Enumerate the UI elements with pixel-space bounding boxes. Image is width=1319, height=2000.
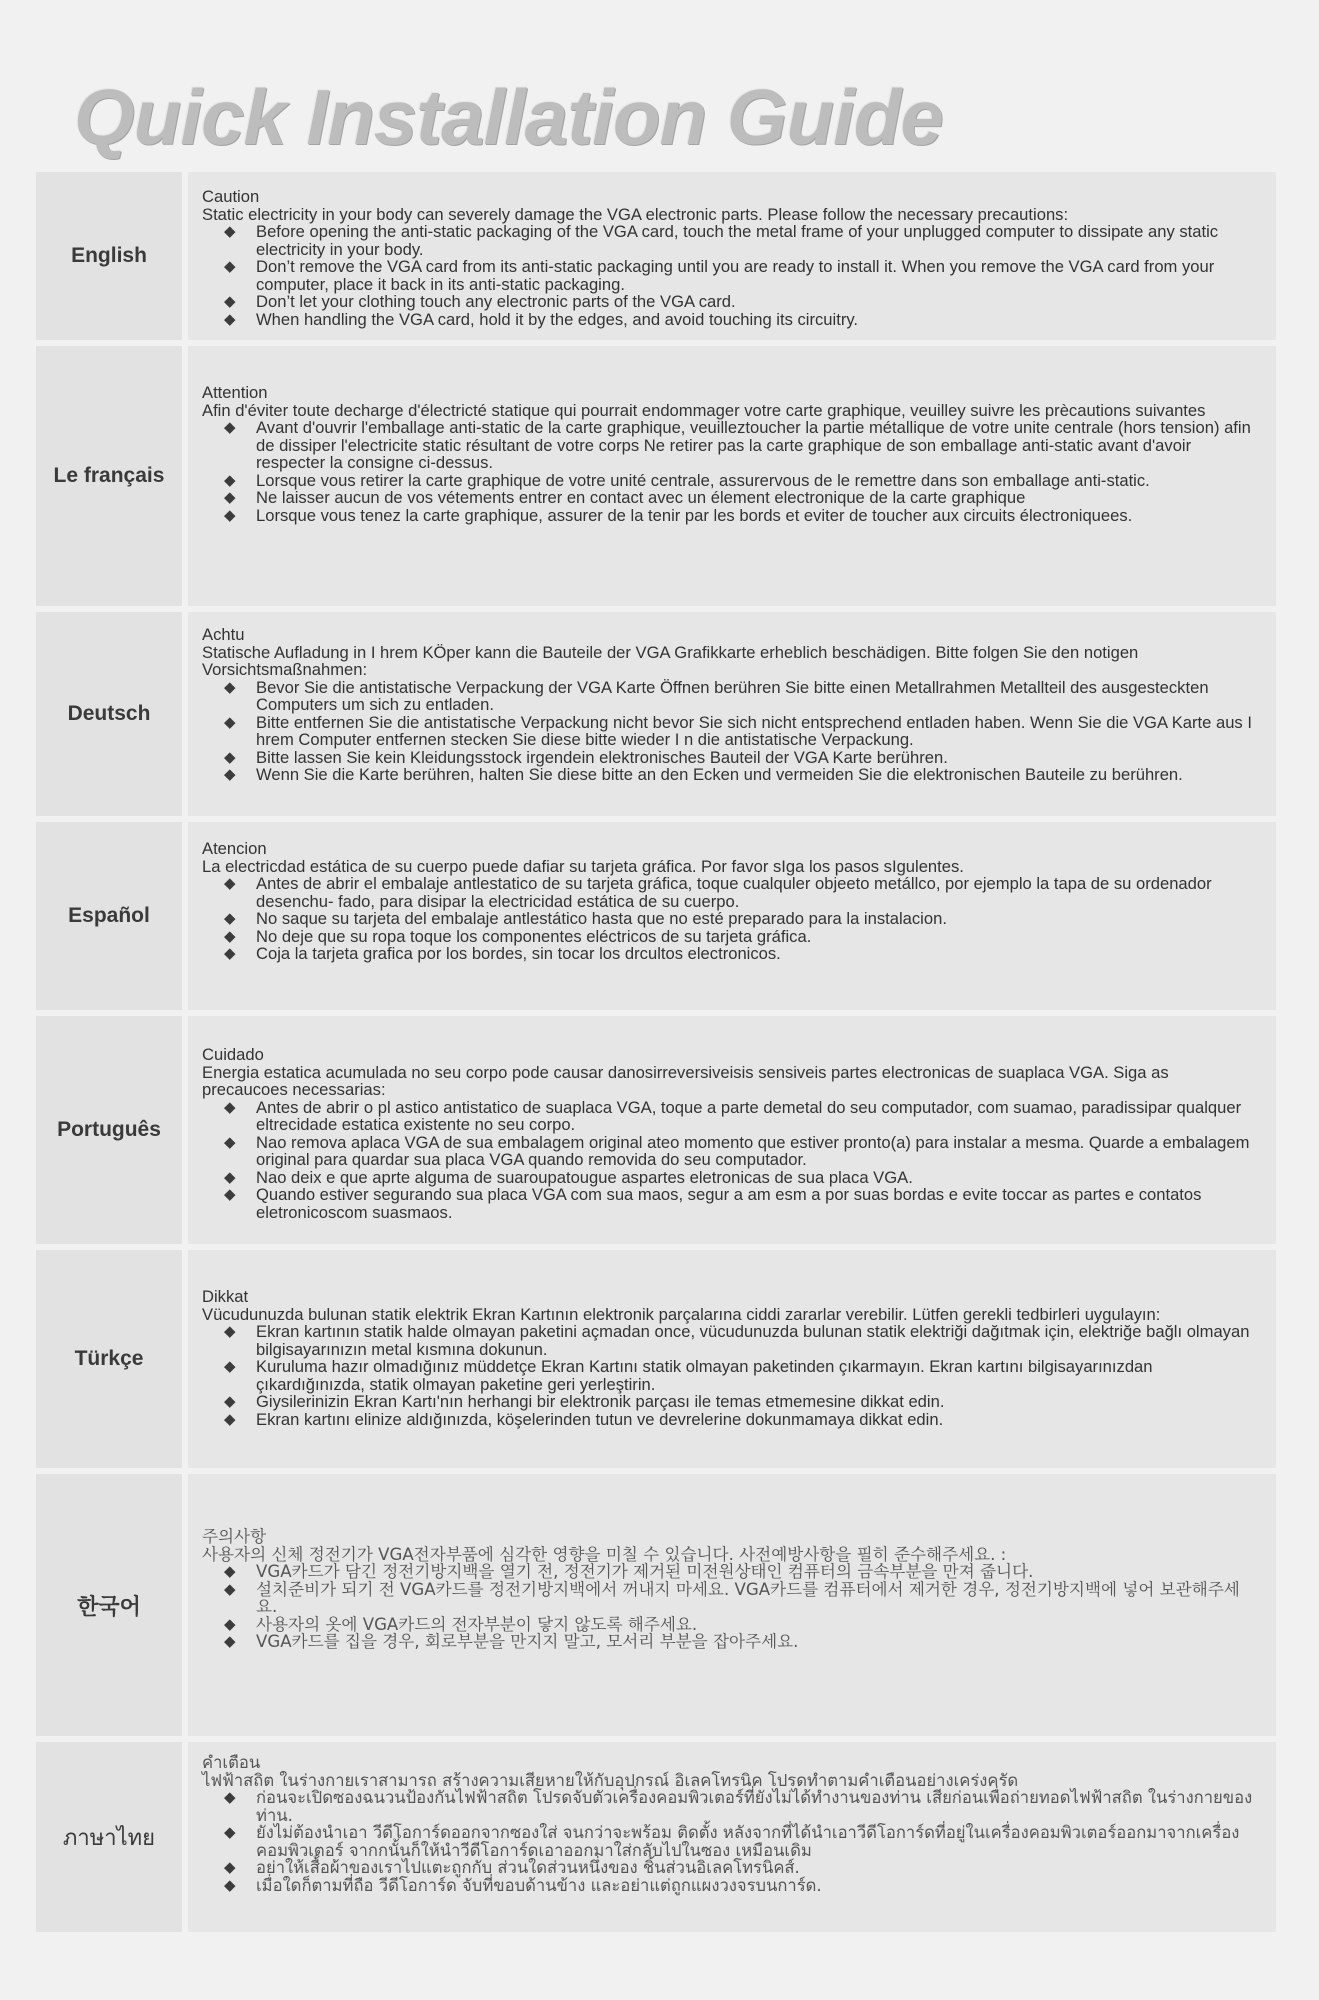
list-item: ◆ Avant d'ouvrir l'emballage anti-static de la carte graphique, veuilleztoucher la partie métallique de votre unite centrale (hors tension) afin de dissiper l'electricite static résultant de votre corps Ne retirer pas la carte graphique de son emballage anti-static avant d'avoir respecter la consigne ci-dessus.	[224, 418, 1251, 472]
section-intro: Statische Aufladung in I hrem KÖper kann die Bauteile der VGA Grafikkarte erheblich beschädigen. Bitte folgen Sie den notigen Vorsichtsmaßnahmen:	[202, 642, 1139, 679]
list-item: ◆ Before opening the anti-static packaging of the VGA card, touch the metal frame of your unplugged computer to dissipate any static electricity in your body.	[224, 222, 1219, 259]
diamond-bullet-icon: ◆	[224, 1186, 236, 1203]
list-item: ◆ อย่าให้เสื้อผ้าของเราไปแตะถูกกับ ส่วนใดส่วนหนึ่งของ ชิ้นส่วนอิเลคโทรนิคส์.	[224, 1858, 800, 1877]
list-item: ◆ No saque su tarjeta del embalaje antlestático hasta que no esté preparado para la instalacion.	[224, 909, 947, 928]
diamond-bullet-icon: ◆	[224, 1410, 236, 1428]
section-content	[188, 346, 1276, 606]
list-item: ◆ No deje que su ropa toque los componentes eléctricos de su tarjeta gráfica.	[224, 926, 812, 946]
diamond-bullet-icon: ◆	[224, 1579, 236, 1598]
section-intro: Vücudunuzda bulunan statik elektrik Ekran Kartının elektronik parçalarına ciddi zararlar verebilir. Lütfen gerekli tedbirleri uygulayın:	[202, 1304, 1161, 1324]
list-item: ◆ ก่อนจะเปิดซองฉนวนป้องกันไฟฟ้าสถิต โปรดจับตัวเครื่องคอมพิวเตอร์ที่ยังไม่ได้ทำงานของท่าน เสียก่อนเพื่อถ่ายทอดไฟฟ้าสถิต ในร่างกายของท่าน.	[224, 1788, 1253, 1825]
section-heading: Attention	[202, 383, 268, 402]
language-label: Português	[36, 1016, 182, 1244]
diamond-bullet-icon: ◆	[224, 310, 236, 328]
section-content	[188, 1742, 1276, 1932]
list-item: ◆ Don’t remove the VGA card from its anti-static packaging until you are ready to install it. When you remove the VGA card from your computer, place it back in its anti-static packaging.	[224, 257, 1215, 294]
section-intro: Energia estatica acumulada no seu corpo pode causar danosirreversiveisis sensiveis partes electronicas de suaplaca VGA. Siga as precaucoes necessarias:	[202, 1062, 1169, 1099]
bullet-list	[202, 1563, 1258, 1651]
diamond-bullet-icon: ◆	[224, 1632, 236, 1650]
diamond-bullet-icon: ◆	[224, 1823, 236, 1841]
list-item: ◆ Bitte lassen Sie kein Kleidungsstock irgendein elektronisches Bauteil der VGA Karte berühren.	[224, 747, 948, 767]
list-item: ◆ Antes de abrir el embalaje antlestatico de su tarjeta gráfica, toque cualquler objeeto metállco, por ejemplo la tapa de su ordenador desenchu- fado, para disipar la electricidad estática de su cuerpo.	[224, 874, 1212, 911]
section-content	[188, 172, 1276, 340]
list-item: ◆ Lorsque vous tenez la carte graphique, assurer de la tenir par les bords et eviter de toucher aux circuits électroniquees.	[224, 505, 1133, 525]
diamond-bullet-icon: ◆	[224, 945, 236, 962]
bullet-list	[202, 679, 1258, 784]
section-korean	[36, 1474, 1276, 1736]
section-heading: Cuidado	[202, 1045, 264, 1064]
section-content	[188, 822, 1276, 1010]
diamond-bullet-icon: ◆	[224, 293, 236, 310]
list-item: ◆ Lorsque vous retirer la carte graphique de votre unité centrale, assurervous de le remettre dans son emballage anti-static.	[224, 470, 1150, 490]
list-item: ◆ Antes de abrir o pl astico antistatico de suaplaca VGA, toque a parte demetal do seu computador, com suamao, paradissipar qualquer eltrecidade estatica existente no seu corpo.	[224, 1097, 1242, 1134]
list-item: ◆ VGA카드가 담긴 정전기방지백을 열기 전, 정전기가 제거된 미전원상태인 컴퓨터의 금속부분을 만져 줍니다.	[224, 1562, 1034, 1581]
diamond-bullet-icon: ◆	[224, 1358, 236, 1375]
list-item: ◆ เมื่อใดก็ตามที่ถือ วีดีโอการ์ด จับที่ขอบด้านข้าง และอย่าแต่ถูกแผงวงจรบนการ์ด.	[224, 1875, 822, 1895]
section-heading: คำเตือน	[202, 1753, 261, 1772]
language-label: Español	[36, 822, 182, 1010]
section-german	[36, 612, 1276, 816]
diamond-bullet-icon: ◆	[224, 223, 236, 240]
section-intro: ไฟฟ้าสถิต ในร่างกายเราสามารถ สร้างความเสียหายให้กับอุปกรณ์ อิเลคโทรนิค โปรดทำตามคำเตือนอย่างเคร่งครัด	[202, 1770, 1019, 1790]
list-item: ◆ Giysilerinizin Ekran Kartı'nın herhangi bir elektronik parçası ile temas etmemesine dikkat edin.	[224, 1392, 945, 1411]
diamond-bullet-icon: ◆	[224, 419, 236, 436]
diamond-bullet-icon: ◆	[224, 1168, 236, 1186]
diamond-bullet-icon: ◆	[224, 1614, 236, 1633]
section-content	[188, 1250, 1276, 1468]
diamond-bullet-icon: ◆	[224, 713, 236, 731]
list-item: ◆ Bevor Sie die antistatische Verpackung der VGA Karte Öffnen berühren Sie bitte einen Metallrahmen Metallteil des ausgesteckten Computers um sich zu entladen.	[224, 677, 1209, 714]
diamond-bullet-icon: ◆	[224, 766, 236, 783]
list-item: ◆ Ne laisser aucun de vos vétements entrer en contact avec un élement electronique de la carte graphique	[224, 488, 1026, 507]
diamond-bullet-icon: ◆	[224, 875, 236, 892]
list-item: ◆ Don’t let your clothing touch any electronic parts of the VGA card.	[224, 292, 736, 311]
diamond-bullet-icon: ◆	[224, 748, 236, 766]
list-item: ◆ Nao deix e que aprte alguma de suaroupatougue aspartes eletronicas de sua placa VGA.	[224, 1167, 913, 1187]
section-intro: Static electricity in your body can severely damage the VGA electronic parts. Please follow the necessary precautions:	[202, 204, 1069, 224]
diamond-bullet-icon: ◆	[224, 910, 236, 927]
diamond-bullet-icon: ◆	[224, 489, 236, 506]
list-item: ◆ Nao remova aplaca VGA de sua embalagem original ateo momento que estiver pronto(a) para instalar a mesma. Quarde a embalagem original para quardar sua placa VGA quando removida do seu computador.	[224, 1132, 1250, 1169]
section-heading: 주의사항	[202, 1527, 267, 1546]
section-intro: 사용자의 신체 정전기가 VGA전자부품에 심각한 영향을 미칠 수 있습니다. 사전예방사항을 필히 준수해주세요. :	[202, 1544, 1007, 1564]
section-french	[36, 346, 1276, 606]
list-item: ◆ Bitte entfernen Sie die antistatische Verpackung nicht bevor Sie sich nicht entsprechend entladen haben. Wenn Sie die VGA Karte aus I hrem Computer entfernen stecken Sie diese bitte wieder I n die antistatische Verpackung.	[224, 712, 1252, 749]
diamond-bullet-icon: ◆	[224, 258, 236, 275]
language-label: 한국어	[36, 1474, 182, 1736]
diamond-bullet-icon: ◆	[224, 1133, 236, 1151]
language-label: Türkçe	[36, 1250, 182, 1468]
bullet-list	[202, 875, 1258, 963]
bullet-list	[202, 1789, 1258, 1894]
language-label: Le français	[36, 346, 182, 606]
diamond-bullet-icon: ◆	[224, 1098, 236, 1116]
bullet-list	[202, 1323, 1258, 1428]
list-item: ◆ Wenn Sie die Karte berühren, halten Sie diese bitte an den Ecken und vermeiden Sie die elektronischen Bauteile zu berühren.	[224, 765, 1183, 784]
list-item: ◆ Kuruluma hazır olmadığınız müddetçe Ekran Kartını statik olmayan paketinden çıkarmayın. Ekran kartını bilgisayarınızdan çıkardığınızda, statik olmayan paketine geri yerleştirin.	[224, 1357, 1153, 1394]
diamond-bullet-icon: ◆	[224, 506, 236, 524]
page-title: Quick Installation Guide	[74, 73, 943, 161]
section-spanish	[36, 822, 1276, 1010]
diamond-bullet-icon: ◆	[224, 1875, 236, 1894]
list-item: ◆ Ekran kartının statik halde olmayan paketini açmadan once, vücudunuzda bulunan statik elektriği dağıtmak için, elektriğe bağlı olmayan bilgisayarınızın metal kısmına dokunun.	[224, 1322, 1250, 1359]
section-portuguese	[36, 1016, 1276, 1244]
diamond-bullet-icon: ◆	[224, 471, 236, 489]
list-item: ◆ Quando estiver segurando sua placa VGA com sua maos, segur a am esm a por suas bordas e evite toccar as partes e contatos eletronicoscom suasmaos.	[224, 1185, 1202, 1222]
section-heading: Achtu	[202, 625, 245, 644]
diamond-bullet-icon: ◆	[224, 1393, 236, 1410]
section-heading: Dikkat	[202, 1287, 249, 1306]
section-english	[36, 172, 1276, 340]
list-item: ◆ 설치준비가 되기 전 VGA카드를 정전기방지백에서 꺼내지 마세요. VGA카드를 컴퓨터에서 제거한 경우, 정전기방지백에 넣어 보관해주세요.	[224, 1579, 1240, 1616]
language-label: English	[36, 172, 182, 340]
section-turkish	[36, 1250, 1276, 1468]
section-intro: La electricdad estática de su cuerpo puede dafiar su tarjeta gráfica. Por favor sIga los pasos sIgulentes.	[202, 856, 964, 876]
section-heading: Atencion	[202, 839, 267, 858]
section-content	[188, 612, 1276, 816]
language-label: ภาษาไทย	[36, 1742, 182, 1932]
list-item: ◆ When handling the VGA card, hold it by the edges, and avoid touching its circuitry.	[224, 309, 859, 329]
list-item: ◆ ยังไม่ต้องนำเอา วีดีโอการ์ดออกจากซองใส่ จนกว่าจะพร้อม ติดตั้ง หลังจากที่ได้นำเอาวีดีโอการ์ดที่อยู่ในเครื่องคอมพิวเตอร์ออกมาจากเครื่องคอมพิวเตอร์ จากกนั้นก็ให้นำวีดีโอการ์ดเอาออกมาใส่กลับไปในซอง เหมือนเดิม	[224, 1823, 1240, 1860]
bullet-list	[202, 1099, 1258, 1222]
language-label: Deutsch	[36, 612, 182, 816]
bullet-list	[202, 223, 1258, 328]
section-content	[188, 1016, 1276, 1244]
diamond-bullet-icon: ◆	[224, 1858, 236, 1876]
section-content	[188, 1474, 1276, 1736]
list-item: ◆ Coja la tarjeta grafica por los bordes, sin tocar los drcultos electronicos.	[224, 944, 781, 963]
diamond-bullet-icon: ◆	[224, 1562, 236, 1580]
section-intro: Afin d'éviter toute decharge d'électricté statique qui pourrait endommager votre carte graphique, veuilley suivre les prècautions suivantes	[202, 400, 1206, 420]
diamond-bullet-icon: ◆	[224, 927, 236, 945]
bullet-list	[202, 419, 1258, 524]
diamond-bullet-icon: ◆	[224, 1788, 236, 1806]
list-item: ◆ Ekran kartını elinize aldığınızda, köşelerinden tutun ve devrelerine dokunmamaya dikkat edin.	[224, 1409, 944, 1429]
diamond-bullet-icon: ◆	[224, 1323, 236, 1340]
section-thai	[36, 1742, 1276, 1932]
diamond-bullet-icon: ◆	[224, 678, 236, 696]
section-heading: Caution	[202, 187, 260, 206]
list-item: ◆ 사용자의 옷에 VGA카드의 전자부분이 닿지 않도록 해주세요.	[224, 1614, 698, 1634]
list-item: ◆ VGA카드를 집을 경우, 회로부분을 만지지 말고, 모서리 부분을 잡아주세요.	[224, 1632, 799, 1651]
